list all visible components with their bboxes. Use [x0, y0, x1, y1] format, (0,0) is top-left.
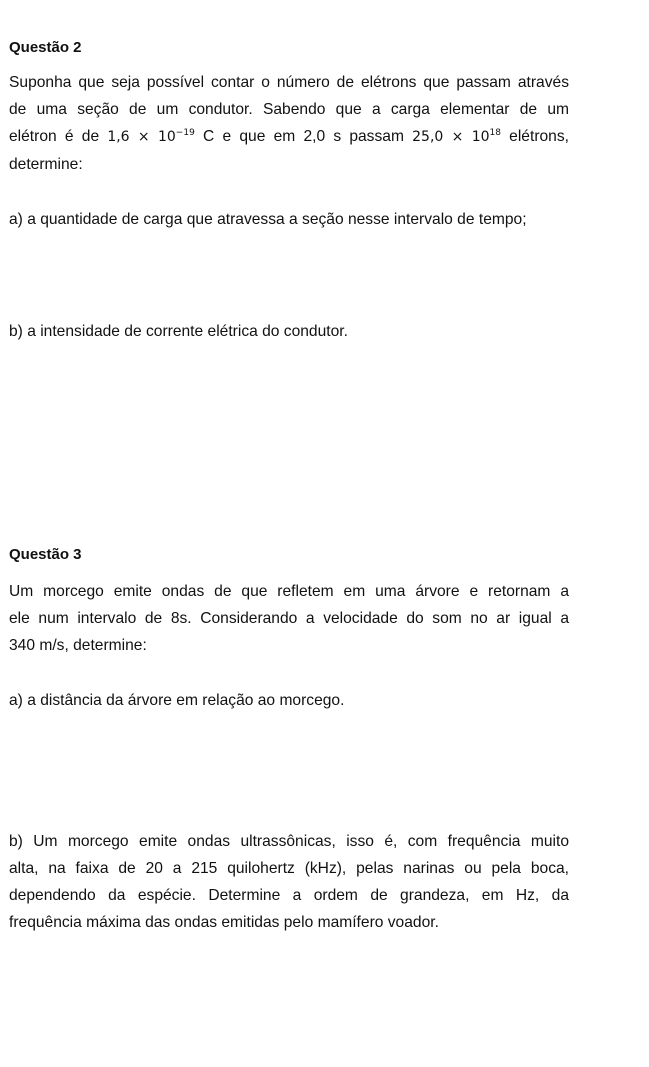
question-2-item-b: b) a intensidade de corrente elétrica do condutor. — [9, 323, 348, 340]
q3-item-b-line-1: b) Um morcego emite ondas ultrassônicas, isso é, com frequência muito — [9, 833, 569, 850]
question-2-statement — [9, 69, 569, 178]
q3-item-b-line-3: dependendo da espécie. Determine a ordem de grandeza, em Hz, da — [9, 887, 569, 904]
q3-statement-line-1: Um morcego emite ondas de que refletem em uma árvore e retornam a — [9, 583, 569, 600]
q3-statement-line-3: 340 m/s, determine: — [9, 637, 147, 654]
q2-statement-line-1: Suponha que seja possível contar o número de elétrons que passam através — [9, 74, 569, 91]
question-3-title: Questão 3 — [9, 546, 82, 563]
q3-item-b-line-2: alta, na faixa de 20 a 215 quilohertz (kHz), pelas narinas ou pela boca, — [9, 860, 569, 877]
question-3-item-a: a) a distância da árvore em relação ao morcego. — [9, 692, 345, 709]
question-3-item-b — [9, 828, 569, 936]
q3-item-b-line-4: frequência máxima das ondas emitidas pelo mamífero voador. — [9, 914, 439, 931]
electron-count-value: $25,0 \times 10^{18}$ — [412, 128, 501, 145]
q2-statement-line-2: de uma seção de um condutor. Sabendo que a carga elementar de um — [9, 101, 569, 118]
q3-statement-line-2: ele num intervalo de 8s. Considerando a velocidade do som no ar igual a — [9, 610, 569, 627]
question-2-item-a: a) a quantidade de carga que atravessa a seção nesse intervalo de tempo; — [9, 211, 527, 228]
q2-statement-line-3: elétron é de $1,6 \times 10^{-19}$ C e que em 2,0 s passam $25,0 \times 10^{18}$ elétrons, — [9, 128, 569, 145]
question-3-statement — [9, 578, 569, 659]
q2-statement-line-4: determine: — [9, 156, 83, 173]
elementary-charge-value: $1,6 \times 10^{-19}$ — [107, 128, 195, 145]
question-2-title: Questão 2 — [9, 39, 82, 56]
